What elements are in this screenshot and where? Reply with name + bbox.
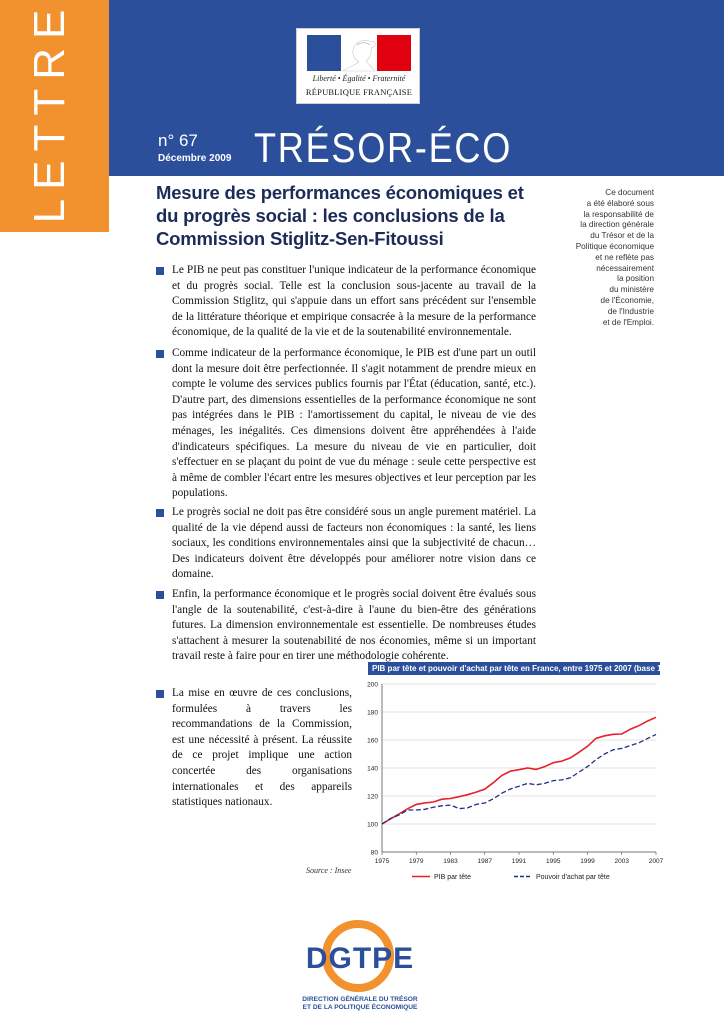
legend-label: PIB par tête <box>434 874 471 881</box>
side-note-line: et ne reflète pas <box>595 252 654 262</box>
side-note-line: la responsabilité de <box>583 209 654 219</box>
side-note-line: Ce document <box>605 188 654 197</box>
tricolour-flag <box>307 35 411 71</box>
lettre-label: LETTRE <box>25 0 74 224</box>
title-line: du progrès social : les conclusions de la <box>156 205 505 226</box>
x-tick-label: 1995 <box>546 858 561 865</box>
bullet-text: Comme indicateur de la performance économique, le PIB est d'une part un outil dont la mesure doit être perfectionnée. Il s'agit notamment de prendre mieux en compte le volume des services publics fournis par l'État (éducation, santé, etc.). D'autre part, des dimensions essentielles de la performance économique ne sont pas intégrées dans le PIB : l'amortissement du capital, le niveau de vie des ménages, les inégalités. Ces dimensions doivent être appréhendées à l'aide d'indicateurs spécifiques. La mesure du niveau de vie en particulier, doit s'effectuer en se plaçant du point de vue du ménage : seule cette perspective est à même de combler l'écart entre les mesures objectives et leur perception par les populations. <box>172 347 536 500</box>
y-tick-label: 120 <box>367 793 378 801</box>
dgtpe-subtitle-line: ET DE LA POLITIQUE ÉCONOMIQUE <box>302 1004 418 1011</box>
marianne-icon <box>339 37 381 71</box>
bullet-text: Le PIB ne peut pas constituer l'unique indicateur de la performance économique et du progrès social. Telle est la conclusion sous-jacente au travail de la Commission Stiglitz, qui s'appuie dans un effort sans précédent sur l'ensemble de la littérature théorique et empirique consacrée à la mesure de la performance économique, de la qualité de la vie et de la soutenabilité environnementale. <box>172 264 536 339</box>
summary-bullet <box>156 263 536 341</box>
side-note-line: de l'Industrie <box>607 306 654 316</box>
y-tick-label: 180 <box>367 709 378 717</box>
y-tick-label: 140 <box>367 765 378 773</box>
legend-label: Pouvoir d'achat par tête <box>536 874 610 881</box>
side-note-line: du ministère <box>609 285 654 295</box>
y-tick-label: 200 <box>367 681 378 689</box>
chart-title: PIB par tête et pouvoir d'achat par tête en France, entre 1975 et 2007 (base 100 en 1975) <box>368 662 660 675</box>
logo-republique: RÉPUBLIQUE FRANÇAISE <box>305 87 413 97</box>
x-tick-label: 1983 <box>443 858 458 865</box>
bullet-text: Enfin, la performance économique et le progrès social doivent être évalués sous l'angle de la soutenabilité, c'est-à-dire à l'aune du bien-être des générations futures. La dimension environnementale est essentielle. De nombreuses études s'attachent à mesurer la soutenabilité de nos économies, même si un important travail reste à faire pour en tirer une méthodologie cohérente. <box>172 588 536 663</box>
summary-bullet <box>156 686 352 811</box>
bullet-text: Le progrès social ne doit pas être considéré sous un angle purement matériel. La qualité de la vie dépend aussi de facteurs non économiques : la santé, les liens sociaux, les conditions environnementales ainsi que la subjectivité de chacun… Des indicateurs doivent être développés pour améliorer notre vision dans ce domaine. <box>172 506 536 581</box>
bullet-square-icon <box>156 350 164 358</box>
bullet-square-icon <box>156 509 164 517</box>
title-line: Commission Stiglitz-Sen-Fitoussi <box>156 228 444 249</box>
y-tick-label: 160 <box>367 737 378 745</box>
side-note-line: la direction générale <box>580 220 654 230</box>
x-tick-label: 2003 <box>614 858 629 865</box>
chart-source: Source : Insee <box>306 866 352 875</box>
dgtpe-logo <box>298 918 424 1024</box>
bullet-square-icon <box>156 591 164 599</box>
x-tick-label: 1999 <box>580 858 595 865</box>
line-chart <box>352 676 670 890</box>
side-note-line: Politique économique <box>575 241 654 251</box>
bullet-square-icon <box>156 267 164 275</box>
side-note-line: et de l'Emploi. <box>602 317 654 327</box>
x-tick-label: 1987 <box>477 858 492 865</box>
document-title <box>156 181 556 250</box>
orange-band <box>0 0 109 232</box>
y-tick-label: 80 <box>370 849 378 857</box>
side-note-line: de l'Économie, <box>600 295 654 305</box>
y-tick-label: 100 <box>367 821 378 829</box>
republique-francaise-logo <box>296 28 420 104</box>
bullet-text: La mise en œuvre de ces conclusions, formulées à travers les recommandations de la Commission, est une nécessité à présent. La réussite de ce projet implique une action concertée des organisations internationales et des appareils statistiques nationaux. <box>172 687 352 809</box>
series-line-1 <box>382 717 656 824</box>
summary-bullet <box>156 346 536 502</box>
issue-number: n° 67 <box>158 131 198 150</box>
title-line: Mesure des performances économiques et <box>156 182 524 203</box>
side-note <box>560 188 654 328</box>
x-tick-label: 1979 <box>409 858 424 865</box>
side-note-line: du Trésor et de la <box>590 231 654 241</box>
series-line-2 <box>382 734 656 824</box>
logo-motto: Liberté • Égalité • Fraternité <box>312 74 406 83</box>
summary-bullet <box>156 587 536 665</box>
bullet-square-icon <box>156 690 164 698</box>
x-tick-label: 1991 <box>511 858 527 865</box>
side-note-line: la position <box>617 274 654 284</box>
issue-date: Décembre 2009 <box>158 153 232 164</box>
dgtpe-wordmark: DGTPE <box>305 942 415 975</box>
x-tick-label: 2007 <box>648 858 664 865</box>
x-tick-label: 1975 <box>374 858 390 865</box>
dgtpe-subtitle-line: DIRECTION GÉNÉRALE DU TRÉSOR <box>302 996 418 1003</box>
series-title: TRÉSOR-ÉCO <box>254 124 513 171</box>
side-note-line: a été élaboré sous <box>586 198 654 208</box>
summary-bullet <box>156 505 536 583</box>
side-note-line: nécessairement <box>596 263 654 273</box>
